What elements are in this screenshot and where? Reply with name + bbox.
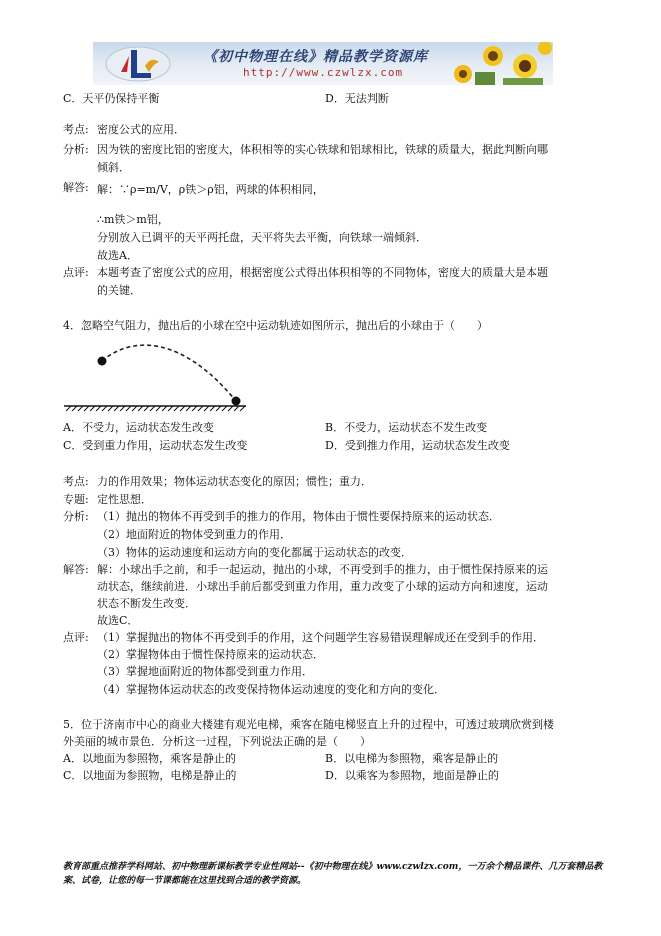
prev-dianping-line-1: 本题考查了密度公式的应用，根据密度公式得出体积相等的不同物体，密度大的质量大是本题 — [97, 266, 548, 279]
q5-option-b: B．以电梯为参照物，乘客是静止的 — [325, 752, 499, 765]
prev-jieda-line-4: 故选A． — [97, 249, 138, 262]
q4-jieda-label: 解答: — [63, 563, 89, 576]
q4-zhuanti-label: 专题: — [63, 493, 89, 506]
q4-option-a: A．不受力，运动状态发生改变 — [63, 421, 214, 434]
q4-fenxi-label: 分析: — [63, 510, 89, 523]
q4-zhuanti: 定性思想． — [97, 493, 152, 506]
q5-stem-line-2: 外美丽的城市景色．分析这一过程，下列说法正确的是（ ） — [63, 735, 371, 748]
q4-kaodian-label: 考点: — [63, 475, 89, 488]
q4-fenxi-line-2: （2）地面附近的物体受到重力的作用． — [97, 528, 291, 541]
prev-option-c: C．天平仍保持平衡 — [63, 92, 160, 105]
q4-kaodian: 力的作用效果；物体运动状态变化的原因；惯性；重力． — [97, 475, 372, 488]
prev-jieda-line-1: 解：∵ρ=m/V，ρ铁＞ρ铝，两球的体积相同， — [97, 183, 324, 196]
q4-stem: 4．忽略空气阻力，抛出后的小球在空中运动轨迹如图所示，抛出后的小球由于（ ） — [63, 319, 488, 332]
prev-option-d: D．无法判断 — [325, 92, 389, 105]
q4-dianping-line-3: （3）掌握地面附近的物体都受到重力作用． — [97, 665, 313, 678]
q4-fenxi-line-3: （3）物体的运动速度和运动方向的变化都属于运动状态的改变． — [97, 546, 412, 559]
prev-dianping-label: 点评: — [63, 266, 89, 279]
q4-fenxi-line-1: （1）抛出的物体不再受到手的推力的作用，物体由于惯性要保持原来的运动状态． — [97, 510, 500, 523]
q5-option-a: A．以地面为参照物，乘客是静止的 — [63, 752, 236, 765]
trajectory-path — [102, 345, 236, 401]
q5-option-c: C．以地面为参照物，电梯是静止的 — [63, 769, 237, 782]
prev-jieda-label: 解答: — [63, 181, 89, 194]
prev-jieda-line-3: 分别放入已调平的天平两托盘，天平将失去平衡，向铁球一端倾斜． — [97, 231, 427, 244]
header-banner — [93, 42, 553, 85]
q4-option-c: C．受到重力作用，运动状态发生改变 — [63, 439, 248, 452]
q4-dianping-label: 点评: — [63, 631, 89, 644]
prev-fenxi-line-2: 倾斜． — [97, 161, 130, 174]
ball-end-icon — [232, 397, 241, 406]
banner-title: 《初中物理在线》精品教学资源库 — [203, 49, 428, 65]
trajectory-figure — [60, 335, 250, 415]
prev-kaodian: 密度公式的应用． — [97, 123, 185, 136]
prev-jieda-line-2: ∴m铁＞m铝， — [97, 213, 169, 226]
q4-jieda-line-3: 状态不断发生改变． — [97, 597, 196, 610]
q4-jieda-line-1: 解：小球出手之前，和手一起运动，抛出的小球，不再受到手的推力，由于惯性保持原来的运 — [97, 563, 548, 576]
q5-option-d: D．以乘客为参照物，地面是静止的 — [325, 769, 499, 782]
q4-option-d: D．受到推力作用，运动状态发生改变 — [325, 439, 510, 452]
q4-dianping-line-1: （1）掌握抛出的物体不再受到手的作用，这个问题学生容易错误理解成还在受到手的作用． — [97, 631, 544, 644]
prev-kaodian-label: 考点: — [63, 123, 89, 136]
prev-fenxi-line-1: 因为铁的密度比铝的密度大，体积相等的实心铁球和铝球相比，铁球的质量大，据此判断向哪 — [97, 143, 548, 156]
q4-dianping-line-2: （2）掌握物体由于惯性保持原来的运动状态． — [97, 648, 324, 661]
q4-option-b: B．不受力，运动状态不发生改变 — [325, 421, 488, 434]
banner-url: http://www.czwlzx.com — [243, 66, 404, 79]
q4-jieda-line-2: 动状态，继续前进．小球出手前后都受到重力作用，重力改变了小球的运动方向和速度，运动 — [97, 580, 548, 593]
ball-start-icon — [98, 357, 107, 366]
sunflower-icon — [454, 42, 552, 85]
page-footer: 教育部重点推荐学科网站、初中物理新课标教学专业性网站--《初中物理在线》www.czwlzx.com，一万余个精品课件、几万套精品教案、试卷，让您的每一节课都能在这里找到合适的教学资源。 — [63, 862, 603, 886]
prev-fenxi-label: 分析: — [63, 143, 89, 156]
q4-jieda-line-4: 故选C． — [97, 614, 139, 627]
q4-dianping-line-4: （4）掌握物体运动状态的改变保持物体运动速度的变化和方向的变化． — [97, 683, 445, 696]
q5-stem-line-1: 5．位于济南市中心的商业大楼建有观光电梯，乘客在随电梯竖直上升的过程中，可透过玻璃欣赏到楼 — [63, 718, 554, 731]
prev-dianping-line-2: 的关键． — [97, 284, 141, 297]
